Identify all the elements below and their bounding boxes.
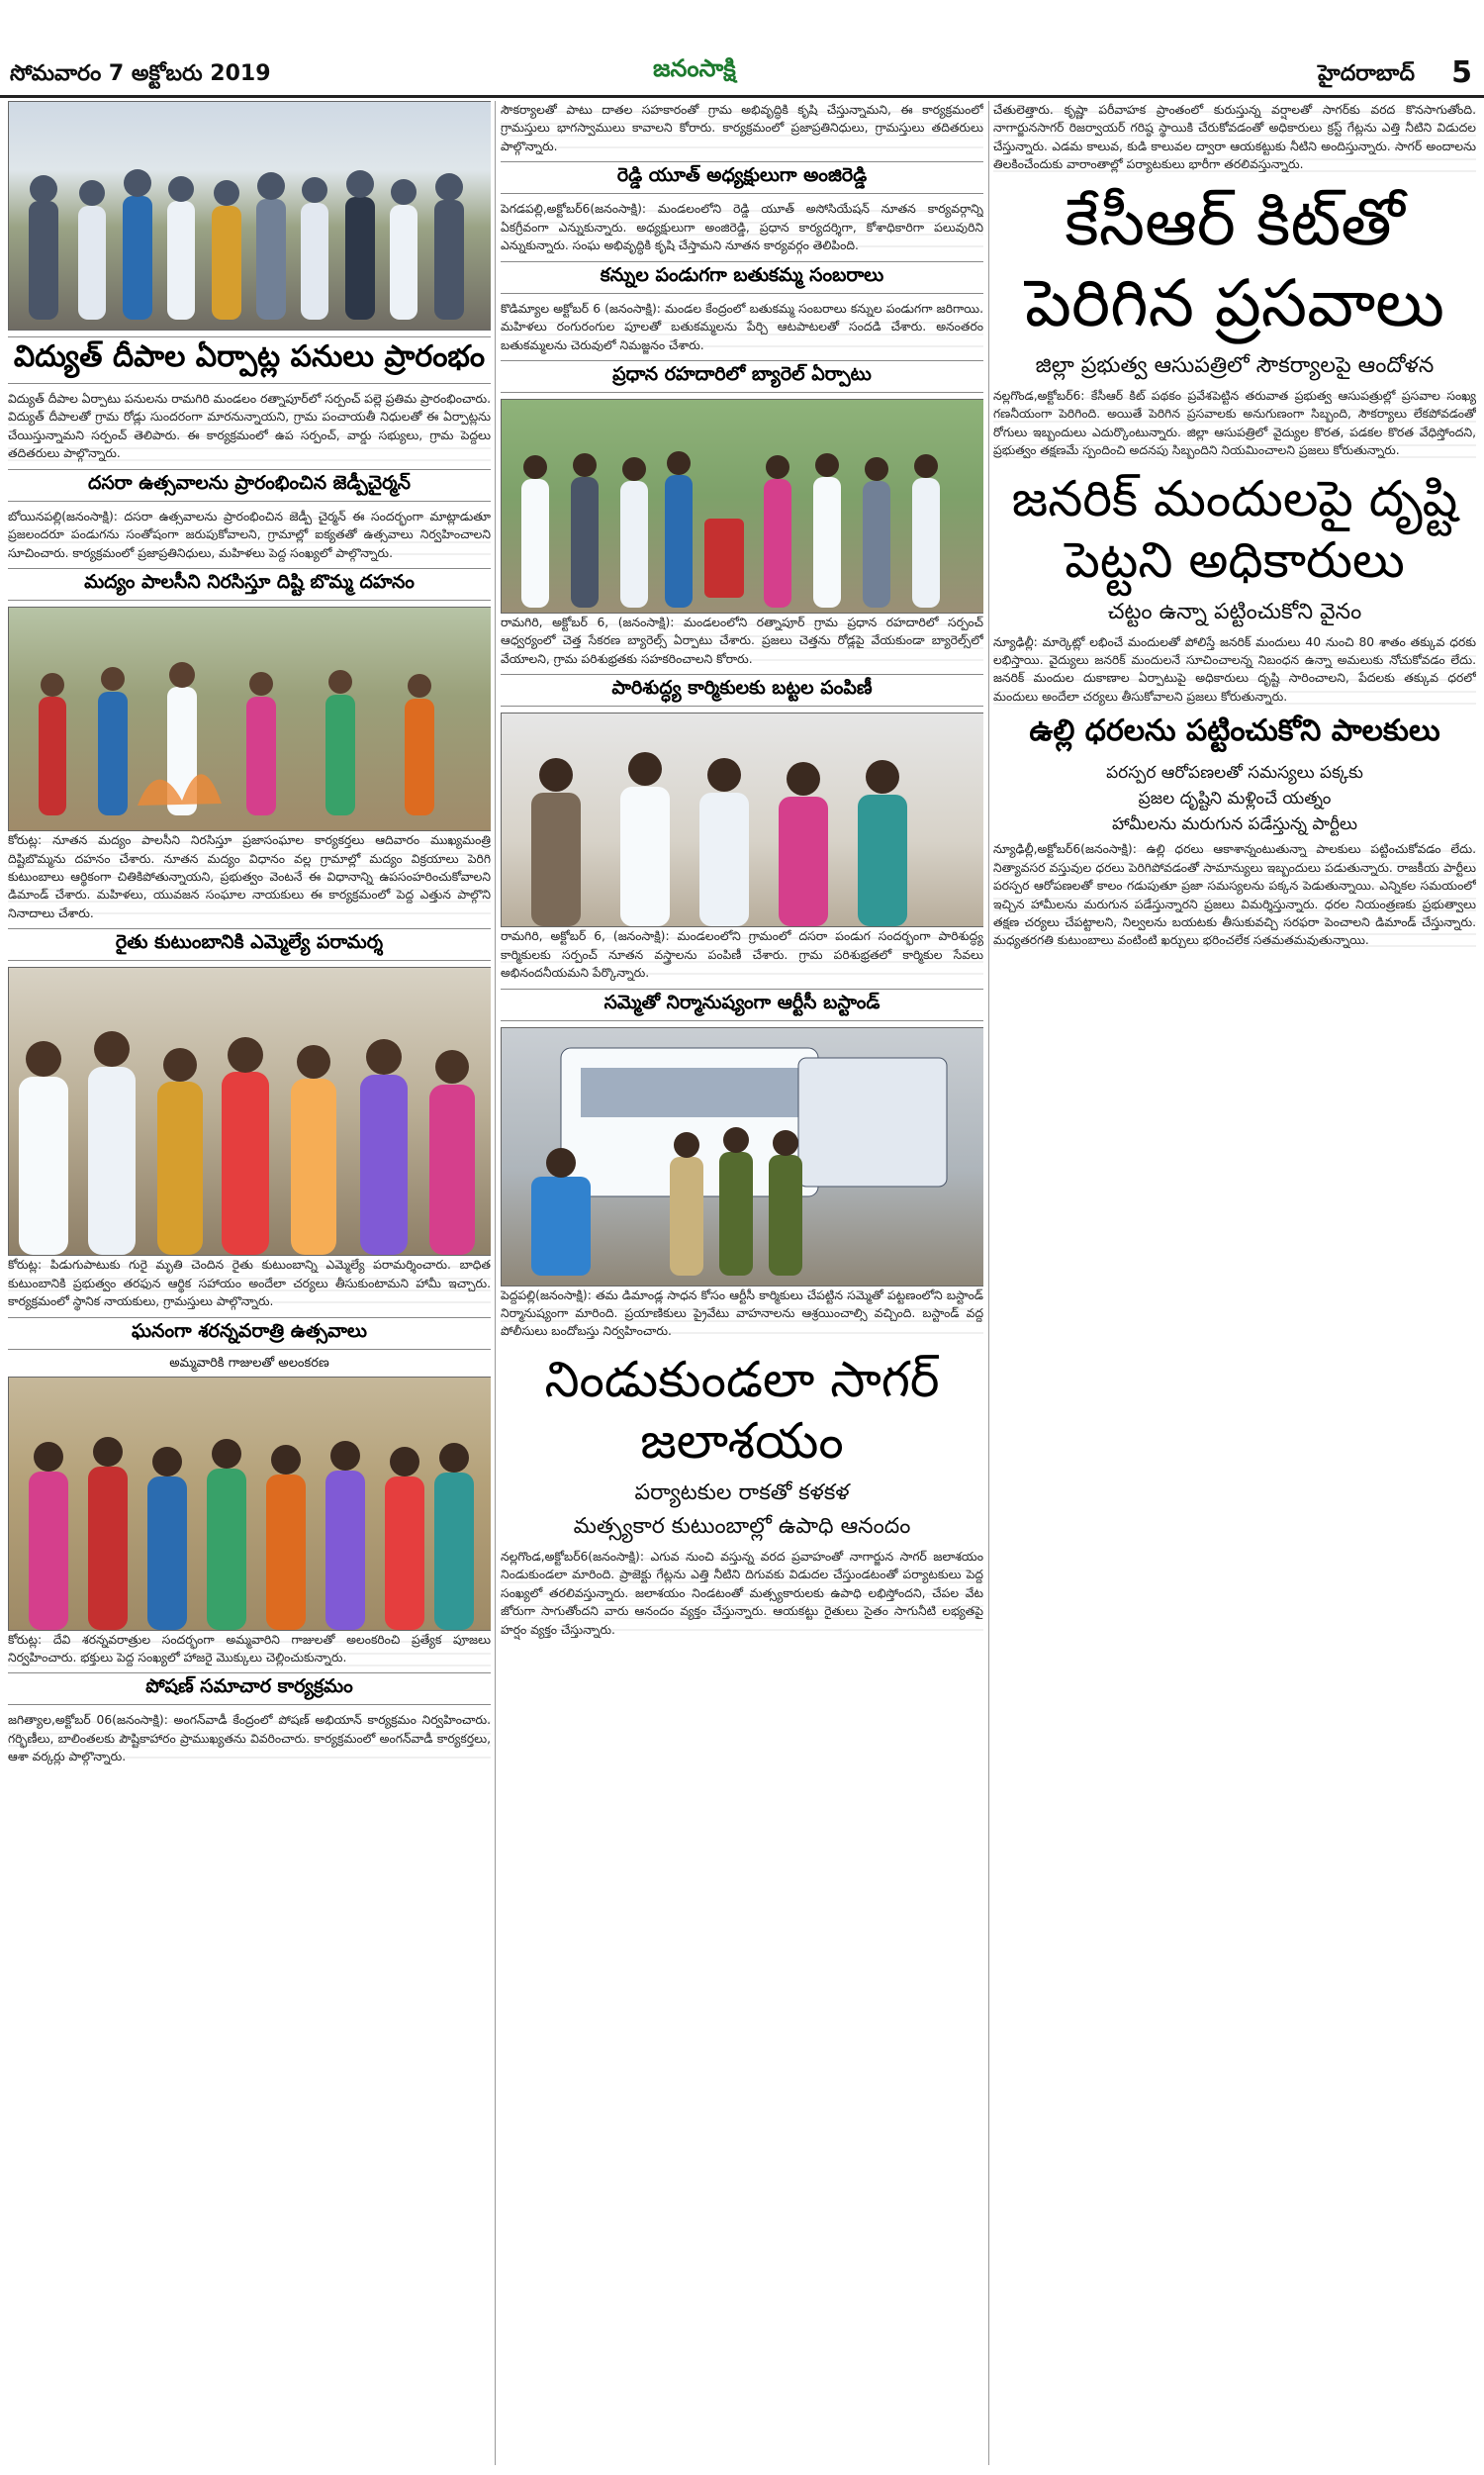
barrel-shape xyxy=(704,519,744,598)
subheadline-onion-1: పరస్పర ఆరోపణలతో సమస్యలు పక్కకు xyxy=(1106,763,1363,784)
article-mla-visit: కోరుట్ల: పిడుగుపాటుకు గురై మృతి చెందిన రైతు కుటుంబాన్ని ఎమ్మెల్యే పరామర్శించారు. బాధిత కుటుంబానికి ప్రభుత్వం తరఫున ఆర్థిక సహాయం అందేలా చర్యలు తీసుకుంటామని హామీ ఇచ్చారు. కార్యక్రమంలో స్థానిక నాయకులు, గ్రామస్తులు పాల్గొన్నారు. xyxy=(8,1256,491,1310)
article-sanitation: రామగిరి, అక్టోబర్ 6, (జనంసాక్షి): మండలంలోని గ్రామంలో దసరా పండుగ సందర్భంగా పారిశుద్ధ్య కార్మికులకు సర్పంచ్ నూతన వస్త్రాలను పంపిణీ చేశారు. గ్రామ పరిశుభ్రతలో కార్మికుల సేవలు అభినందనీయమని పేర్కొన్నారు. xyxy=(501,927,983,982)
headline-street-lights: విద్యుత్ దీపాల ఏర్పాట్ల పనులు ప్రారంభం xyxy=(8,336,491,384)
bus-stand-photo xyxy=(501,1027,983,1286)
barrel-photo xyxy=(501,399,983,614)
article-generic-medicines: న్యూఢిల్లీ: మార్కెట్లో లభించే మందులతో పోలిస్తే జనరిక్ మందులు 40 నుంచి 80 శాతం తక్కువ ధరకు లభిస్తాయి. వైద్యులు జనరిక్ మందులనే సూచించాలన్న నిబంధన ఉన్నా అమలుకు నోచుకోవడం లేదు. జనరిక్ మందుల దుకాణాల ఏర్పాటుపై అధికారులు దృష్టి సారించాలని, పేదలకు తక్కువ ధరలో మందులు అందేలా చర్యలు తీసుకోవాలని ప్రజలు కోరుతున్నారు. xyxy=(993,633,1476,707)
headline-reddy-youth: రెడ్డి యూత్ అధ్యక్షులుగా అంజిరెడ్డి xyxy=(501,161,983,194)
subheadline-fishermen: మత్స్యకార కుటుంబాల్లో ఉపాధి ఆనందం xyxy=(573,1513,911,1539)
headline-liquor-protest: మద్యం పాలసీని నిరసిస్తూ దిష్టి బొమ్మ దహనం xyxy=(8,568,491,601)
article-bathukamma: కొడిమ్యాల అక్టోబర్ 6 (జనంసాక్షి): మండల కేంద్రంలో బతుకమ్మ సంబరాలు కన్నుల పండుగగా జరిగాయి. మహిళలు రంగురంగుల పూలతో బతుకమ్మలను పేర్చి ఆటపాటలతో సందడి చేశారు. అనంతరం బతుకమ్మలను చెరువులో నిమజ్జనం చేశారు. xyxy=(501,300,983,354)
subheadline-hospital: జిల్లా ప్రభుత్వ ఆసుపత్రిలో సౌకర్యాలపై ఆందోళన xyxy=(1035,352,1435,378)
article-onion-prices: న్యూఢిల్లీ,అక్టోబర్6(జనంసాక్షి): ఉల్లి ధరలు ఆకాశాన్నంటుతున్నా పాలకులు పట్టించుకోవడం లేదు. నిత్యావసర వస్తువుల ధరలు పెరిగిపోవడంతో సామాన్యులు ఇబ్బందులు పడుతున్నారు. రాజకీయ పార్టీలు పరస్పర ఆరోపణలతో కాలం గడుపుతూ ప్రజా సమస్యలను పక్కన పెడుతున్నాయి. ఎన్నికల సమయంలో ఇచ్చిన హామీలను మరుగున పడేస్తున్నారని ప్రజలు విమర్శిస్తున్నారు. ధరల నియంత్రణకు ప్రభుత్వాలు తక్షణ చర్యలు చేపట్టాలని, నిల్వలను బయటకు తీసుకువచ్చి సరఫరా పెంచాలని డిమాండ్ చేస్తున్నారు. మధ్యతరగతి కుటుంబాలు వంటింటి ఖర్చులు భరించలేక సతమతమవుతున్నాయి. xyxy=(993,840,1476,950)
edition-city: హైదరాబాద్ xyxy=(1318,61,1415,86)
column-left xyxy=(8,101,491,2465)
issue-date: సోమవారం 7 అక్టోబరు 2019 xyxy=(10,61,271,86)
subheadline-onion-3: హామీలను మరుగున పడేస్తున్న పార్టీలు xyxy=(1112,814,1357,835)
visit-group-illustration xyxy=(9,968,491,1255)
subheadline-onion-2: ప్రజల దృష్టిని మళ్లించే యత్నం xyxy=(1138,789,1332,809)
protest-photo xyxy=(8,607,491,831)
masthead xyxy=(0,0,1484,98)
article-continued-sagar: చేతులెత్తారు. కృష్ణా పరీవాహక ప్రాంతంలో కురుస్తున్న వర్షాలతో సాగర్‌కు వరద కొనసాగుతోంది. నాగార్జునసాగర్ రిజర్వాయర్ గరిష్ఠ స్థాయికి చేరుకోవడంతో అధికారులు క్రస్ట్ గేట్లను ఎత్తి నీటిని విడుదల చేస్తున్నారు. ఎడమ కాలువ, కుడి కాలువల ద్వారా ఆయకట్టుకు నీటిని అందిస్తున్నారు. సాగర్ అందాలను తిలకించేందుకు వారాంతాల్లో పర్యాటకులు భారీగా తరలివస్తున్నారు. xyxy=(993,101,1476,174)
women-group-illustration xyxy=(9,1378,491,1630)
article-liquor-protest: కోరుట్ల: నూతన మద్యం పాలసీని నిరసిస్తూ ప్రజాసంఘాల కార్యకర్తలు ఆదివారం ముఖ్యమంత్రి దిష్టిబొమ్మను దహనం చేశారు. నూతన మద్యం విధానం వల్ల గ్రామాల్లో మద్యం విక్రయాలు పెరిగి కుటుంబాలు ఆర్థికంగా చితికిపోతున్నాయని, ప్రభుత్వం వెంటనే ఈ విధానాన్ని ఉపసంహరించుకోవాలని డిమాండ్ చేశారు. మహిళలు, యువజన సంఘాల నాయకులు ఈ కార్యక్రమంలో పెద్ద ఎత్తున పాల్గొని నినాదాలు చేశారు. xyxy=(8,831,491,922)
article-reddy-youth: పెగడపల్లి,అక్టోబర్6(జనంసాక్షి): మండలంలోని రెడ్డి యూత్ అసోసియేషన్ నూతన కార్యవర్గాన్ని ఏకగ్రీవంగా ఎన్నుకున్నారు. అధ్యక్షులుగా అంజిరెడ్డి, ప్రధాన కార్యదర్శిగా, కోశాధికారిగా పలువురిని ఎన్నుకున్నారు. సంఘ అభివృద్ధికి కృషి చేస్తామని నూతన కార్యవర్గం తెలిపింది. xyxy=(501,200,983,254)
article-barrel: రామగిరి, అక్టోబర్ 6, (జనంసాక్షి): మండలంలోని రత్నాపూర్ గ్రామ ప్రధాన రహదారిలో సర్పంచ్ ఆధ్వర్యంలో చెత్త సేకరణ బ్యారెల్స్ ఏర్పాటు చేశారు. ప్రజలు చెత్తను రోడ్లపై వేయకుండా బ్యారెల్స్‌లో వేయాలని, గ్రామ పరిశుభ్రతకు సహకరించాలని కోరారు. xyxy=(501,614,983,668)
headline-bathukamma: కన్నుల పండుగగా బతుకమ్మ సంబరాలు xyxy=(501,261,983,294)
column-divider xyxy=(988,101,989,2465)
protest-crowd-illustration xyxy=(9,608,491,830)
article-sagar-reservoir: నల్లగొండ,అక్టోబర్6(జనంసాక్షి): ఎగువ నుంచి వస్తున్న వరద ప్రవాహంతో నాగార్జున సాగర్ జలాశయం నిండుకుండలా మారింది. ప్రాజెక్టు గేట్లను ఎత్తి నీటిని దిగువకు విడుదల చేస్తుండటంతో పర్యాటకులు పెద్ద సంఖ్యలో తరలివస్తున్నారు. జలాశయం నిండటంతో మత్స్యకారులకు ఉపాధి లభిస్తోందని, చేపల వేట జోరుగా సాగుతోందని వారు ఆనందం వ్యక్తం చేస్తున్నారు. ఆయకట్టు రైతులు సైతం సాగునీటి లభ్యతపై హర్షం వ్యక్తం చేస్తున్నారు. xyxy=(501,1548,983,1639)
sanitation-photo xyxy=(501,713,983,927)
bus-stand-illustration xyxy=(502,1028,983,1285)
headline-navaratri: ఘనంగా శరన్నవరాత్రి ఉత్సవాలు xyxy=(8,1317,491,1350)
article-street-lights: విద్యుత్ దీపాల ఏర్పాటు పనులను రామగిరి మండలం రత్నాపూర్‌లో సర్పంచ్ పల్లె ప్రతిమ ప్రారంభించారు. విద్యుత్ దీపాలతో గ్రామ రోడ్లు సుందరంగా మారనున్నాయని, గ్రామ పంచాయతీ నిధులతో ఈ ఏర్పాట్లను చేయిస్తున్నామని సర్పంచ్ తెలిపారు. ఈ కార్యక్రమంలో ఉప సర్పంచ్, వార్డు సభ్యులు, గ్రామ పెద్దలు తదితరులు పాల్గొన్నారు. xyxy=(8,390,491,463)
column-middle xyxy=(501,101,983,2465)
subheadline-navaratri: అమ్మవారికి గాజులతో అలంకరణ xyxy=(169,1355,329,1371)
column-right xyxy=(993,101,1476,2465)
headline-barrel: ప్రధాన రహదారిలో బ్యారెల్ ఏర్పాటు xyxy=(501,360,983,393)
article-navaratri: కోరుట్ల: దేవి శరన్నవరాత్రుల సందర్భంగా అమ్మవారిని గాజులతో అలంకరించి ప్రత్యేక పూజలు నిర్వహించారు. భక్తులు పెద్ద సంఖ్యలో హాజరై మొక్కులు చెల్లించుకున్నారు. xyxy=(8,1631,491,1667)
article-kcr-kit: నల్లగొండ,అక్టోబర్6: కేసీఆర్ కిట్ పథకం ప్రవేశపెట్టిన తరువాత ప్రభుత్వ ఆసుపత్రుల్లో ప్రసవాల సంఖ్య గణనీయంగా పెరిగింది. అయితే పెరిగిన ప్రసవాలకు అనుగుణంగా సిబ్బంది, సౌకర్యాలు లేకపోవడంతో రోగులు ఇబ్బందులు ఎదుర్కొంటున్నారు. జిల్లా ఆసుపత్రిలో వైద్యుల కొరత, పడకల కొరత వేధిస్తోందని, ప్రభుత్వం తక్షణమే స్పందించి అదనపు సిబ్బందిని నియమించాలని ప్రజలు కోరుతున్నారు. xyxy=(993,387,1476,460)
column-divider xyxy=(495,101,496,2465)
subheadline-tourists: పర్యాటకుల రాకతో కళకళ xyxy=(634,1479,850,1505)
headline-sanitation: పారిశుద్ధ్య కార్మికులకు బట్టల పంపిణీ xyxy=(501,674,983,707)
article-rtc-strike: పెద్దపల్లి(జనంసాక్షి): తమ డిమాండ్ల సాధన కోసం ఆర్టీసీ కార్మికులు చేపట్టిన సమ్మెతో పట్టణంలోని బస్టాండ్ నిర్మానుష్యంగా మారింది. ప్రయాణికులు ప్రైవేటు వాహనాలను ఆశ్రయించాల్సి వచ్చింది. బస్టాండ్ వద్ద పోలీసులు బందోబస్తు నిర్వహించారు. xyxy=(501,1286,983,1341)
people-group-illustration xyxy=(9,102,491,330)
page-number: 5 xyxy=(1451,55,1472,90)
headline-onion-prices: ఉల్లి ధరలను పట్టించుకోని పాలకులు xyxy=(1029,714,1440,749)
article-continued: సౌకర్యాలతో పాటు దాతల సహకారంతో గ్రామ అభివృద్ధికి కృషి చేస్తున్నామని, ఈ కార్యక్రమంలో గ్రామస్తులు భాగస్వాములు కావాలని కోరారు. కార్యక్రమంలో ప్రజాప్రతినిధులు, గ్రామస్తులు తదితరులు పాల్గొన్నారు. xyxy=(501,101,983,155)
barrel-group-illustration xyxy=(502,400,983,613)
headline-sagar-reservoir: నిండుకుండలా సాగర్ జలాశయం xyxy=(544,1350,940,1471)
subheadline-generic: చట్టం ఉన్నా పట్టించుకోని వైనం xyxy=(1107,599,1362,624)
street-light-photo xyxy=(8,101,491,331)
navaratri-photo xyxy=(8,1377,491,1631)
headline-mla-visit: రైతు కుటుంబానికి ఎమ్మెల్యే పరామర్శ xyxy=(8,928,491,961)
newspaper-logo: జనంసాక్షి xyxy=(653,54,736,82)
article-poshan: జగిత్యాల,అక్టోబర్ 06(జనంసాక్షి): అంగన్‌వాడీ కేంద్రంలో పోషణ్ అభియాన్ కార్యక్రమం నిర్వహించారు. గర్భిణీలు, బాలింతలకు పౌష్టికాహారం ప్రాముఖ్యతను వివరించారు. కార్యక్రమంలో అంగన్‌వాడీ కార్యకర్తలు, ఆశా వర్కర్లు పాల్గొన్నారు. xyxy=(8,1711,491,1765)
mla-visit-photo xyxy=(8,967,491,1256)
headline-dasara: దసరా ఉత్సవాలను ప్రారంభించిన జెడ్పీచైర్మన్ xyxy=(8,469,491,502)
distribution-illustration xyxy=(502,714,983,926)
headline-generic-medicines: జనరిక్ మందులపై దృష్టి పెట్టని అధికారులు xyxy=(1011,469,1458,589)
headline-kcr-kit: కేసీఆర్ కిట్‌తో పెరిగిన ప్రసవాలు xyxy=(1025,183,1444,342)
article-dasara: బోయినపల్లి(జనంసాక్షి): దసరా ఉత్సవాలను ప్రారంభించిన జెడ్పీ చైర్మన్ ఈ సందర్భంగా మాట్లాడుతూ ప్రజలందరూ పండుగను సంతోషంగా జరుపుకోవాలని, గ్రామాల్లో ఐక్యతతో ఉత్సవాలు నిర్వహించాలని సూచించారు. కార్యక్రమంలో ప్రజాప్రతినిధులు, మహిళలు పెద్ద సంఖ్యలో పాల్గొన్నారు. xyxy=(8,508,491,562)
headline-poshan: పోషణ్ సమాచార కార్యక్రమం xyxy=(8,1672,491,1705)
headline-rtc-strike: సమ్మెతో నిర్మానుష్యంగా ఆర్టీసీ బస్టాండ్ xyxy=(501,989,983,1021)
